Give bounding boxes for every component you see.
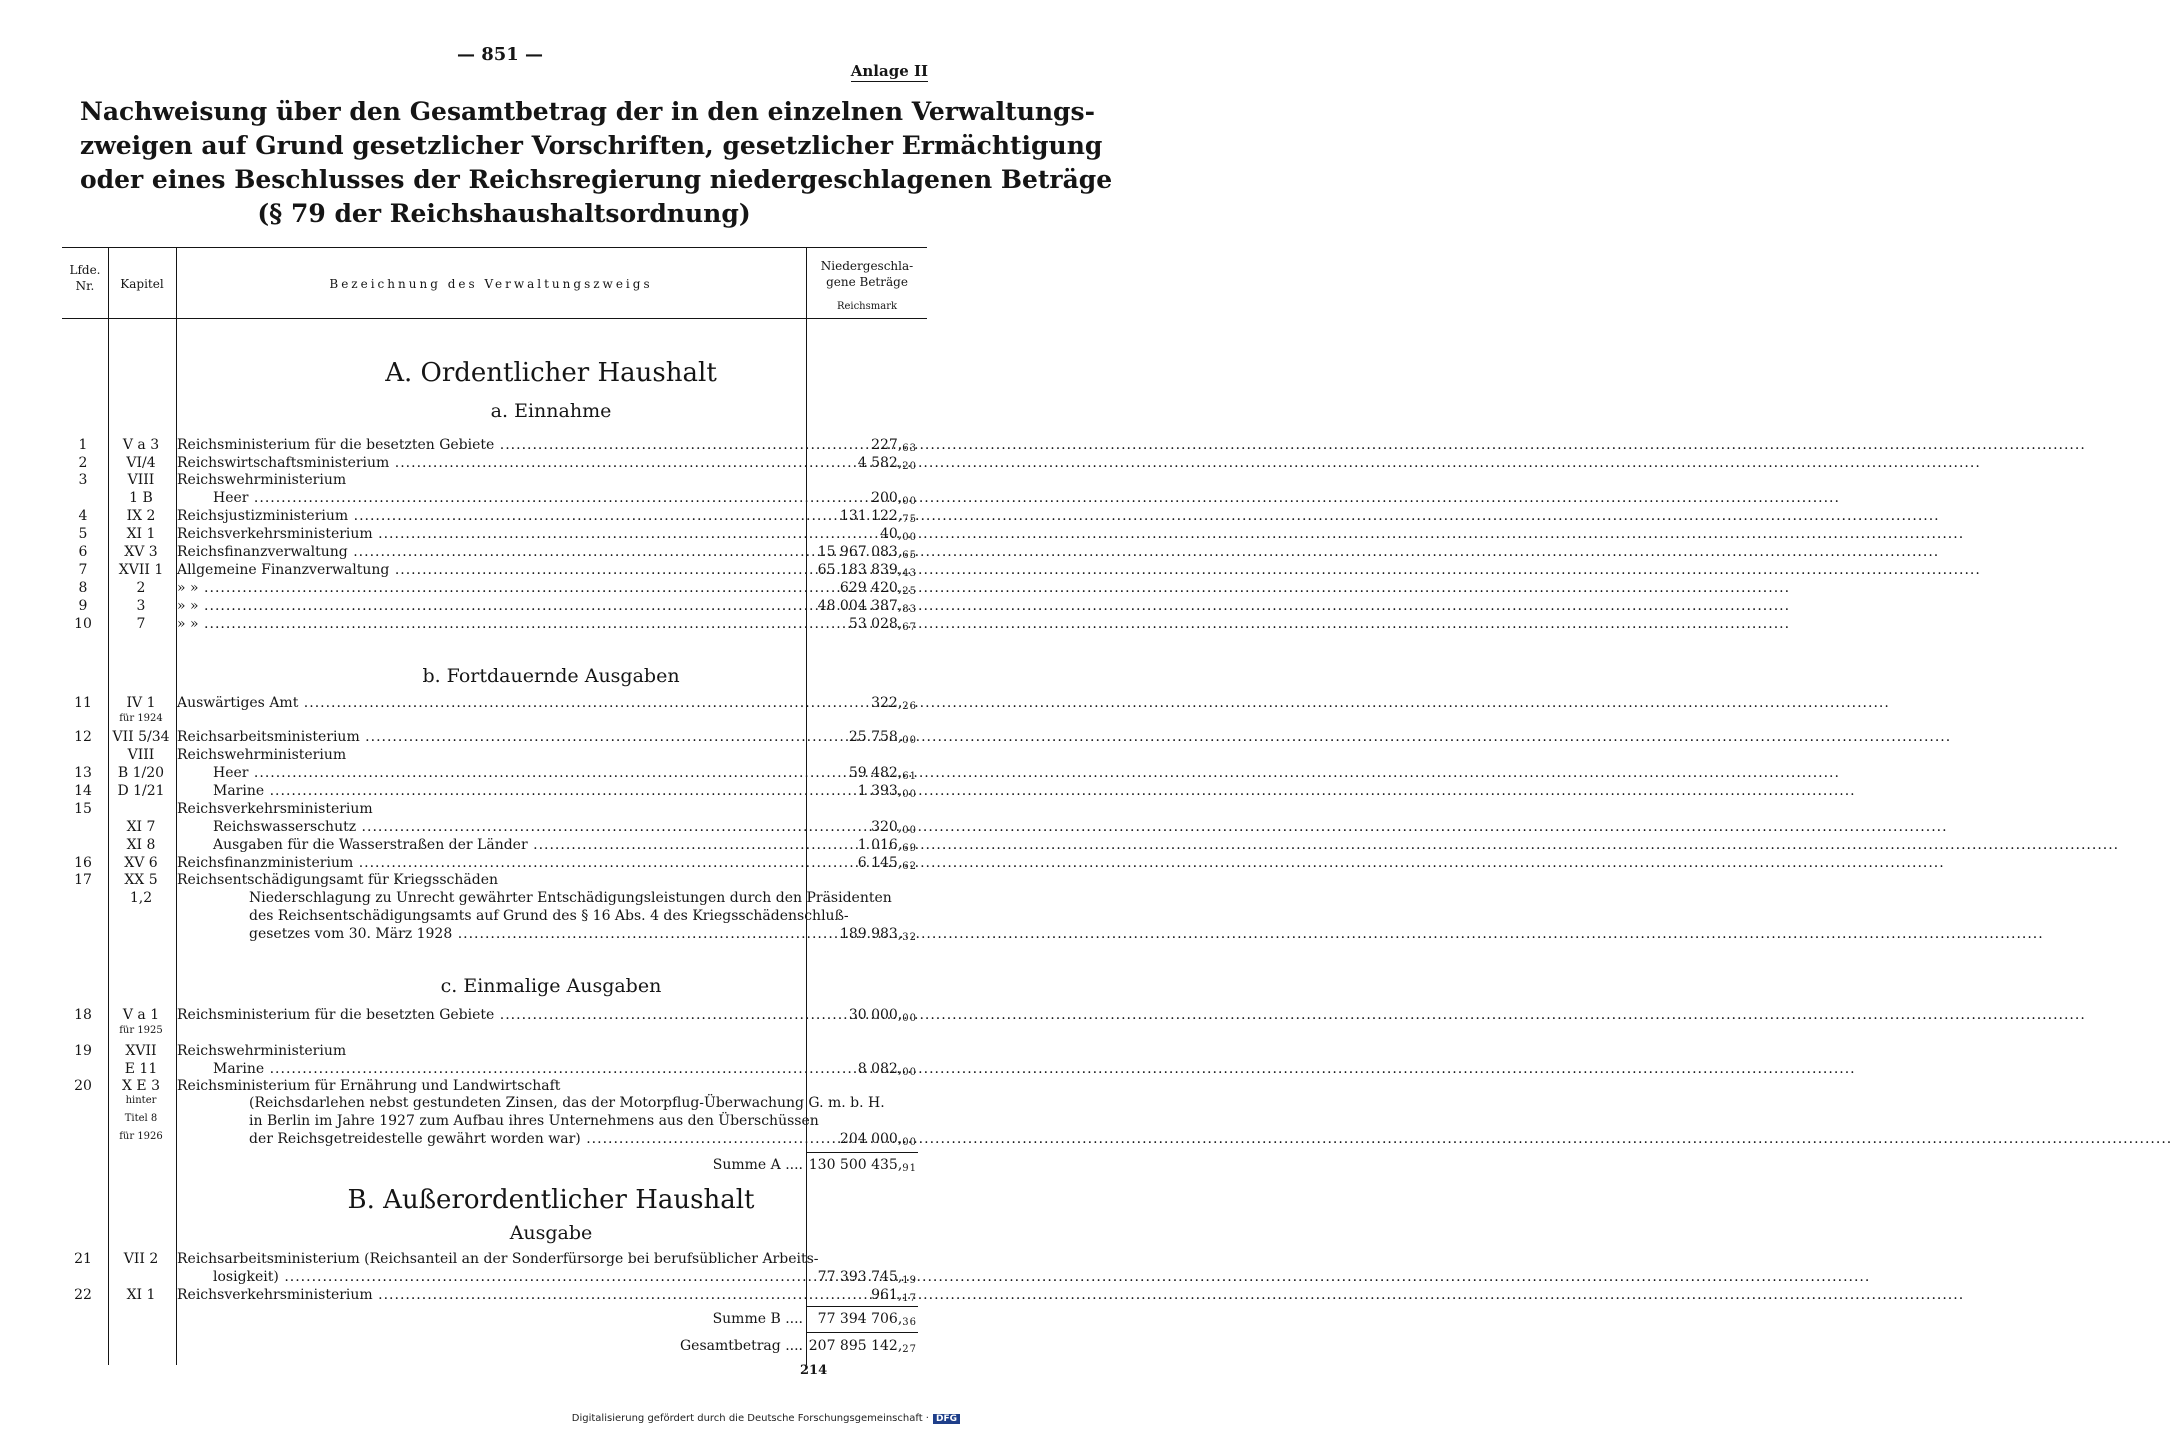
row-description: Reichsministerium für die besetzten Gebiete ..... bbox=[177, 1006, 805, 1024]
table-row bbox=[62, 818, 927, 836]
row-number: 11 bbox=[74, 695, 92, 711]
row-kapitel: XVII bbox=[125, 1043, 157, 1059]
row-amount: 48 004 $387,_{83}$ bbox=[817, 598, 917, 615]
summe-a-amount: 130 500 $435,_{91}$ bbox=[808, 1157, 917, 1174]
page-number: — 851 — bbox=[456, 44, 544, 65]
row-kapitel: VIII bbox=[127, 472, 155, 488]
row-number: 7 bbox=[78, 562, 88, 578]
document-title bbox=[80, 95, 1113, 231]
row-description: Reichsministerium für Ernährung und Landwirtschaft bbox=[177, 1078, 561, 1094]
row-amount: 8 $082,_{00}$ bbox=[857, 1061, 917, 1078]
row-number: 16 bbox=[74, 855, 92, 871]
row-kapitel: für 1925 bbox=[119, 1025, 163, 1036]
row-kapitel: XVII 1 bbox=[118, 562, 164, 578]
row-kapitel: hinter bbox=[125, 1095, 157, 1106]
section-a-sub-einnahme: a. Einnahme bbox=[490, 400, 612, 422]
row-kapitel: für 1924 bbox=[119, 713, 163, 724]
table-row bbox=[62, 1268, 927, 1286]
row-amount: $322,_{26}$ bbox=[871, 695, 917, 712]
row-amount: 30 $000,_{00}$ bbox=[848, 1007, 917, 1024]
row-kapitel: VI/4 bbox=[126, 455, 156, 471]
row-kapitel: VIII bbox=[127, 747, 155, 763]
row-description: Reichsfinanzverwaltung ..... bbox=[177, 543, 805, 561]
table-row bbox=[62, 525, 927, 543]
row-description: der Reichsgetreidestelle gewährt worden war) ..... bbox=[177, 1130, 805, 1148]
row-description: Reichsjustizministerium ..... bbox=[177, 507, 805, 525]
table-row bbox=[62, 1006, 927, 1024]
table-row bbox=[62, 1077, 927, 1095]
table-row bbox=[62, 507, 927, 525]
row-number: 10 bbox=[74, 616, 92, 632]
row-kapitel: VII 2 bbox=[123, 1251, 159, 1267]
row-description: » » ..... bbox=[177, 579, 805, 597]
row-description: Allgemeine Finanzverwaltung ..... bbox=[177, 561, 805, 579]
row-kapitel: 1,2 bbox=[129, 890, 153, 906]
row-description: Reichswehrministerium bbox=[177, 747, 347, 763]
row-amount: 77 393 $745,_{19}$ bbox=[817, 1269, 917, 1286]
table-row bbox=[62, 454, 927, 472]
row-kapitel: V a 3 bbox=[122, 437, 160, 453]
annex-label: Anlage II bbox=[850, 62, 928, 80]
row-kapitel: 2 bbox=[136, 580, 146, 596]
table-row bbox=[62, 1130, 927, 1148]
row-kapitel: XI 7 bbox=[126, 819, 156, 835]
row-number: 22 bbox=[74, 1287, 92, 1303]
row-kapitel: IX 2 bbox=[126, 508, 156, 524]
row-number: 1 bbox=[78, 437, 88, 453]
row-description: Ausgaben für die Wasserstraßen der Länder ..... bbox=[177, 836, 805, 854]
row-description: Reichsarbeitsministerium (Reichsanteil an der Sonderfürsorge bei berufsüblicher Arbeits- bbox=[177, 1251, 819, 1267]
row-number: 8 bbox=[78, 580, 88, 596]
digitization-credit: Digitalisierung gefördert durch die Deutsche Forschungsgemeinschaft · DFG bbox=[572, 1413, 960, 1424]
header-betraege: Niedergeschla- gene Beträge bbox=[820, 259, 914, 289]
row-number: 3 bbox=[78, 472, 88, 488]
title-line: Nachweisung über den Gesamtbetrag der in den einzelnen Verwaltungs- bbox=[80, 97, 1095, 126]
row-kapitel: XI 1 bbox=[126, 526, 156, 542]
summe-a-label: Summe A .... bbox=[712, 1157, 803, 1173]
table-row bbox=[62, 1250, 927, 1268]
row-description: » » ..... bbox=[177, 597, 805, 615]
row-kapitel: X E 3 bbox=[122, 1078, 160, 1094]
header-einheit: Reichsmark bbox=[836, 301, 898, 312]
row-description: Reichswehrministerium bbox=[177, 1043, 347, 1059]
row-description: Auswärtiges Amt ..... bbox=[177, 694, 805, 712]
table-row bbox=[62, 1094, 927, 1112]
row-description: Reichsverkehrsministerium bbox=[177, 801, 373, 817]
row-number: 4 bbox=[78, 508, 88, 524]
row-description: Reichswasserschutz ..... bbox=[177, 818, 805, 836]
section-b-title: B. Außerordentlicher Haushalt bbox=[347, 1185, 755, 1215]
row-amount: $320,_{00}$ bbox=[871, 819, 917, 836]
gesamt-amount: 207 895 $142,_{27}$ bbox=[808, 1338, 917, 1355]
table-row bbox=[62, 543, 927, 561]
row-kapitel: E 11 bbox=[124, 1061, 158, 1077]
row-description: Reichsverkehrsministerium ..... bbox=[177, 525, 805, 543]
row-description: des Reichsentschädigungsamts auf Grund des § 16 Abs. 4 des Kriegsschädenschluß- bbox=[249, 908, 849, 924]
row-amount: 1 $393,_{00}$ bbox=[857, 783, 917, 800]
row-amount: 15 967 $083,_{65}$ bbox=[817, 544, 917, 561]
row-amount: 204 $000,_{00}$ bbox=[839, 1131, 917, 1148]
row-kapitel: B 1/20 bbox=[117, 765, 165, 781]
row-amount: 53 $028,_{67}$ bbox=[848, 616, 917, 633]
row-description: losigkeit) ..... bbox=[177, 1268, 805, 1286]
row-number: 6 bbox=[78, 544, 88, 560]
row-amount: $227,_{63}$ bbox=[871, 437, 917, 454]
row-number: 5 bbox=[78, 526, 88, 542]
row-amount: 189 $983,_{32}$ bbox=[839, 926, 917, 943]
summe-a-row bbox=[62, 1155, 927, 1175]
section-a-sub-einmalige: c. Einmalige Ausgaben bbox=[440, 975, 662, 997]
row-description: Niederschlagung zu Unrecht gewährter Entschädigungsleistungen durch den Präsidenten bbox=[249, 890, 892, 906]
summe-b-label: Summe B .... bbox=[712, 1311, 803, 1327]
table-row bbox=[62, 1024, 927, 1042]
summe-b-row bbox=[62, 1309, 927, 1329]
row-description: Reichswehrministerium bbox=[177, 472, 347, 488]
title-line: oder eines Beschlusses der Reichsregierung niedergeschlagenen Beträge bbox=[80, 165, 1113, 194]
row-kapitel: V a 1 bbox=[122, 1007, 160, 1023]
row-number: 13 bbox=[74, 765, 92, 781]
row-description: Reichsarbeitsministerium ..... bbox=[177, 728, 805, 746]
row-description: Reichsverkehrsministerium ..... bbox=[177, 1286, 805, 1304]
table-row bbox=[62, 471, 927, 489]
row-description: Marine ..... bbox=[177, 782, 805, 800]
row-kapitel: XV 6 bbox=[124, 855, 158, 871]
gesamt-row bbox=[62, 1336, 927, 1356]
row-description: Reichsministerium für die besetzten Gebiete ..... bbox=[177, 436, 805, 454]
table-row bbox=[62, 728, 927, 746]
row-kapitel: Titel 8 bbox=[124, 1113, 158, 1124]
row-amount: 1 $016,_{69}$ bbox=[857, 837, 917, 854]
table-row bbox=[62, 1042, 927, 1060]
section-a-title: A. Ordentlicher Haushalt bbox=[385, 358, 717, 388]
row-amount: 629 $420,_{25}$ bbox=[839, 580, 917, 597]
row-amount: 65 183 $839,_{43}$ bbox=[817, 562, 917, 579]
row-description: » » ..... bbox=[177, 615, 805, 633]
row-number: 9 bbox=[78, 598, 88, 614]
row-number: 17 bbox=[74, 872, 92, 888]
table-row bbox=[62, 925, 927, 943]
row-amount: 59 $482,_{61}$ bbox=[848, 765, 917, 782]
table-row bbox=[62, 436, 927, 454]
table-row bbox=[62, 615, 927, 633]
table-row bbox=[62, 889, 927, 907]
table-row bbox=[62, 854, 927, 872]
row-kapitel: VII 5/34 bbox=[112, 729, 170, 745]
row-amount: $961,_{17}$ bbox=[871, 1287, 917, 1304]
dfg-logo: DFG bbox=[933, 1414, 960, 1424]
row-number: 14 bbox=[74, 783, 92, 799]
row-description: (Reichsdarlehen nebst gestundeten Zinsen, das der Motorpflug-Überwachung G. m. b. H. bbox=[249, 1095, 885, 1111]
table-row bbox=[62, 800, 927, 818]
table-row bbox=[62, 579, 927, 597]
section-a-sub-fortdauernde: b. Fortdauernde Ausgaben bbox=[422, 665, 680, 687]
table-row bbox=[62, 1286, 927, 1304]
row-description: Reichswirtschaftsministerium ..... bbox=[177, 454, 805, 472]
row-kapitel: XV 3 bbox=[124, 544, 158, 560]
table-row bbox=[62, 694, 927, 712]
row-number: 15 bbox=[74, 801, 92, 817]
row-kapitel: D 1/21 bbox=[117, 783, 165, 799]
row-kapitel: XX 5 bbox=[124, 872, 158, 888]
row-number: 2 bbox=[78, 455, 88, 471]
row-kapitel: XI 1 bbox=[126, 1287, 156, 1303]
row-number: 21 bbox=[74, 1251, 92, 1267]
table-row bbox=[62, 1060, 927, 1078]
section-b-sub-ausgabe: Ausgabe bbox=[509, 1222, 593, 1244]
row-amount: 131 $122,_{75}$ bbox=[839, 508, 917, 525]
row-description: Heer ..... bbox=[177, 489, 805, 507]
row-description: Heer ..... bbox=[177, 764, 805, 782]
row-amount: $40,_{00}$ bbox=[880, 526, 917, 543]
row-description: Reichsfinanzministerium ..... bbox=[177, 854, 805, 872]
table-row bbox=[62, 907, 927, 925]
row-number: 12 bbox=[74, 729, 92, 745]
header-nr: Lfde. Nr. bbox=[69, 263, 101, 293]
row-description: Marine ..... bbox=[177, 1060, 805, 1078]
row-kapitel: XI 8 bbox=[126, 837, 156, 853]
row-description: Reichsentschädigungsamt für Kriegsschäden bbox=[177, 872, 498, 888]
row-kapitel: 3 bbox=[136, 598, 146, 614]
row-kapitel: 1 B bbox=[129, 490, 153, 506]
table-row bbox=[62, 871, 927, 889]
row-number: 18 bbox=[74, 1007, 92, 1023]
header-bezeichnung: Bezeichnung des Verwaltungszweigs bbox=[329, 277, 653, 291]
row-amount: 25 $758,_{00}$ bbox=[848, 729, 917, 746]
header-kapitel: Kapitel bbox=[120, 277, 164, 291]
table-row bbox=[62, 782, 927, 800]
title-line: (§ 79 der Reichshaushaltsordnung) bbox=[257, 199, 751, 228]
table-row bbox=[62, 746, 927, 764]
title-line: zweigen auf Grund gesetzlicher Vorschriften, gesetzlicher Ermächtigung bbox=[80, 131, 1103, 160]
row-description: gesetzes vom 30. März 1928 ..... bbox=[177, 925, 805, 943]
row-kapitel: IV 1 bbox=[126, 695, 156, 711]
table-row bbox=[62, 764, 927, 782]
row-amount: 6 $145,_{62}$ bbox=[857, 855, 917, 872]
row-number: 20 bbox=[74, 1078, 92, 1094]
table-row bbox=[62, 836, 927, 854]
row-description: in Berlin im Jahre 1927 zum Aufbau ihres Unternehmens aus den Überschüssen bbox=[249, 1113, 819, 1129]
footer-number: 214 bbox=[800, 1363, 828, 1378]
row-kapitel: für 1926 bbox=[119, 1131, 163, 1142]
summe-b-amount: 77 394 $706,_{36}$ bbox=[817, 1311, 917, 1328]
table-row bbox=[62, 561, 927, 579]
table-row bbox=[62, 489, 927, 507]
row-amount: 4 $582,_{20}$ bbox=[857, 455, 917, 472]
gesamt-label: Gesamtbetrag .... bbox=[679, 1338, 803, 1354]
table-row bbox=[62, 597, 927, 615]
table-row bbox=[62, 1112, 927, 1130]
row-amount: $200,_{00}$ bbox=[871, 490, 917, 507]
row-kapitel: 7 bbox=[136, 616, 146, 632]
row-number: 19 bbox=[74, 1043, 92, 1059]
